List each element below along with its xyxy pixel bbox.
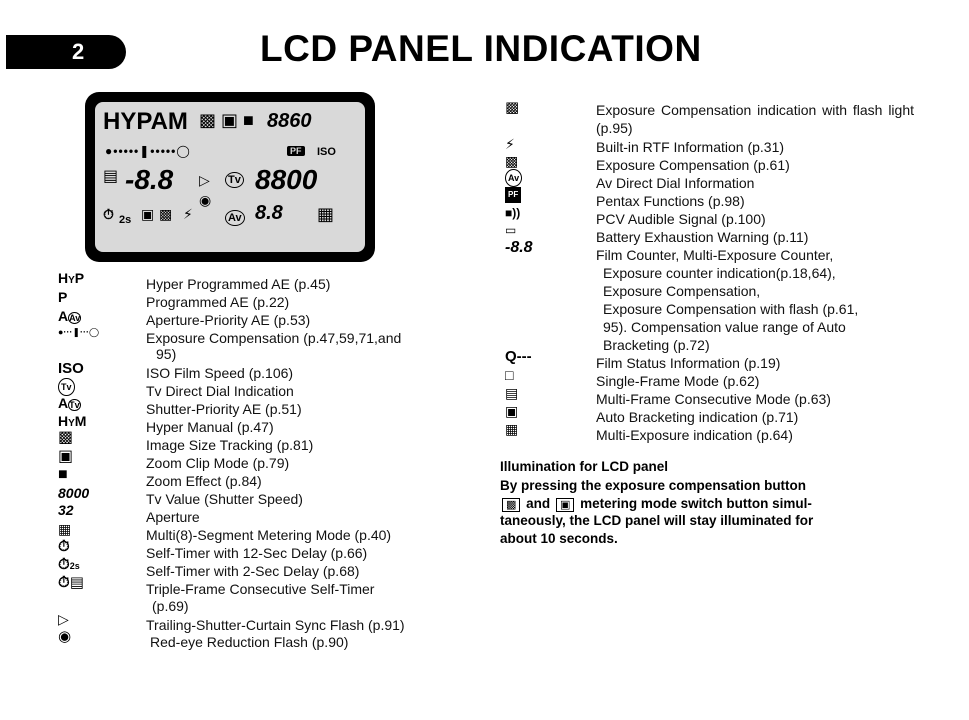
zoom-clip-icon: ▣ [58,448,74,465]
desc-battery: Battery Exhaustion Warning (p.11) [596,229,809,245]
multi-frame-icon: ▤ [505,385,519,401]
lcd-metering-icon: ▦ [317,204,335,224]
desc-film-counter-2: Exposure counter indication(p.18,64), [603,265,836,281]
rtf-icon: ⚡ [505,136,515,152]
illumination-line-4: about 10 seconds. [500,530,618,546]
desc-film-counter-5: 95). Compensation value range of Auto [603,319,846,335]
desc-self-timer-2: Self-Timer with 2-Sec Delay (p.68) [146,563,360,579]
single-frame-icon: □ [505,367,514,383]
desc-film-counter-1: Film Counter, Multi-Exposure Counter, [596,247,834,263]
desc-pentax-functions: Pentax Functions (p.98) [596,193,745,209]
desc-shutter-priority: Shutter-Priority AE (p.51) [146,401,302,417]
lcd-self-timer-icon: ⏱ [103,206,114,222]
pcv-signal-icon: ■)) [505,206,521,220]
lcd-trailing-sync-icon: ▷ [199,172,210,188]
illumination-and: and [526,495,551,511]
illumination-line-3: taneously, the LCD panel will stay illuminated for [500,513,814,528]
desc-exposure-flash: Exposure Compensation indication with flash light (p.95) [596,102,914,136]
desc-triple-frame: Triple-Frame Consecutive Self-Timer [146,581,375,597]
symbol-shutter-priority: ATv [58,395,80,411]
desc-multi-exposure: Multi-Exposure indication (p.64) [596,427,793,443]
page-number-tab [6,35,126,69]
lcd-pf-badge: PF [287,146,305,156]
battery-icon: ▭ [505,223,517,237]
symbol-shutter-speed: 8000 [58,485,90,501]
metering-mode-button-icon: ▣ [556,498,574,512]
illumination-title: Illumination for LCD panel [500,459,668,474]
desc-film-status: Film Status Information (p.19) [596,355,781,371]
multi-segment-icon: ▦ [58,521,72,537]
desc-av-direct: Av Direct Dial Information [596,175,755,191]
desc-zoom-effect: Zoom Effect (p.84) [146,473,262,489]
auto-bracketing-icon: ▣ [505,403,519,419]
illumination-body [500,477,910,547]
desc-self-timer-12: Self-Timer with 12-Sec Delay (p.66) [146,545,368,561]
multi-exposure-icon: ▦ [505,421,519,437]
film-counter-symbol: -8.8 [505,239,533,256]
symbol-hyper-programmed: HYP [58,270,85,286]
desc-rtf: Built-in RTF Information (p.31) [596,139,785,155]
lcd-panel-screen [95,102,365,252]
desc-auto-bracketing: Auto Bracketing indication (p.71) [596,409,799,425]
lcd-mode-text: HYPAM [103,108,188,135]
tv-direct-icon: Tv [58,378,75,396]
desc-film-counter-6: Bracketing (p.72) [603,337,710,353]
image-size-icon: ▩ [199,110,217,130]
lcd-tv-label: Tv [225,172,244,188]
desc-programmed: Programmed AE (p.22) [146,294,290,310]
lcd-iso-label: ISO [317,146,336,158]
exposure-compensation-button-icon: ▩ [502,498,520,512]
film-status-symbol: Q--- [505,348,532,365]
zoom-effect-icon: ■ [243,110,254,130]
desc-iso: ISO Film Speed (p.106) [146,365,294,381]
lcd-timer-2s: 2s [119,214,132,226]
page-number: 2 [72,39,85,64]
pentax-functions-icon: PF [505,187,521,203]
desc-film-counter-3: Exposure Compensation, [603,283,761,299]
desc-image-size: Image Size Tracking (p.81) [146,437,314,453]
desc-hyper-manual: Hyper Manual (p.47) [146,419,274,435]
desc-exposure-compensation-cont: 95) [156,346,177,362]
lcd-panel-illustration [85,92,375,262]
lcd-counter-top: 8860 [267,110,312,132]
desc-exposure-compensation: Exposure Compensation (p.47,59,71,and [146,330,402,346]
desc-pcv: PCV Audible Signal (p.100) [596,211,766,227]
desc-aperture: Aperture [146,509,200,525]
symbol-hyper-manual: HYM [58,413,87,429]
lcd-av-label: Av [225,210,245,226]
exp-comp-icon: ▩ [505,153,519,169]
lcd-compensation-scale: ●•••••❚•••••◯ [105,144,191,158]
lcd-rtf-icon: ⚡ [183,206,193,222]
desc-multi-frame: Multi-Frame Consecutive Mode (p.63) [596,391,831,407]
illumination-line-1: By pressing the exposure compensation button [500,478,807,493]
symbol-iso: ISO [58,360,84,377]
lcd-auto-bracket-icon: ▣ [141,206,155,222]
desc-zoom-clip: Zoom Clip Mode (p.79) [146,455,290,471]
av-direct-icon: Av [505,169,522,187]
desc-tv-direct: Tv Direct Dial Indication [146,383,294,399]
illumination-line-2: metering mode switch button simul- [580,495,812,511]
self-timer-2s-icon: ⏱2s [58,556,80,573]
exposure-scale-icon: ●···❚···◯ [58,327,100,337]
desc-multi-segment: Multi(8)-Segment Metering Mode (p.40) [146,527,392,543]
desc-triple-frame-cont: (p.69) [152,598,189,614]
desc-exp-comp: Exposure Compensation (p.61) [596,157,790,173]
lcd-av-value: 8.8 [255,202,283,224]
desc-film-counter-4: Exposure Compensation with flash (p.61, [603,301,859,317]
lcd-red-eye-icon: ◉ [199,192,212,208]
lcd-ev-display: -8.8 [125,164,174,195]
red-eye-icon: ◉ [58,628,72,645]
desc-aperture-priority: Aperture-Priority AE (p.53) [146,312,311,328]
symbol-aperture-priority: AAv [58,308,81,324]
trailing-sync-icon: ▷ [58,611,69,627]
triple-frame-icon: ⏱▤ [58,574,84,591]
lcd-tv-value: 8800 [255,164,318,195]
zoom-effect-icon: ■ [58,466,68,483]
zoom-clip-icon: ▣ [221,110,239,130]
symbol-programmed: P [58,289,68,305]
desc-red-eye: Red-eye Reduction Flash (p.90) [150,634,349,650]
desc-single-frame: Single-Frame Mode (p.62) [596,373,760,389]
image-size-tracking-icon: ▩ [58,429,74,446]
self-timer-icon: ⏱ [58,538,70,555]
desc-hyper-programmed: Hyper Programmed AE (p.45) [146,276,331,292]
exposure-flash-icon: ▩ [505,99,520,116]
page-title: LCD PANEL INDICATION [260,28,702,69]
symbol-aperture: 32 [58,502,74,518]
lcd-multi-frame-icon: ▤ [103,168,119,185]
desc-trailing-sync: Trailing-Shutter-Curtain Sync Flash (p.91) [146,617,405,633]
desc-shutter-speed: Tv Value (Shutter Speed) [146,491,303,507]
lcd-exp-comp-icon: ▩ [159,206,173,222]
